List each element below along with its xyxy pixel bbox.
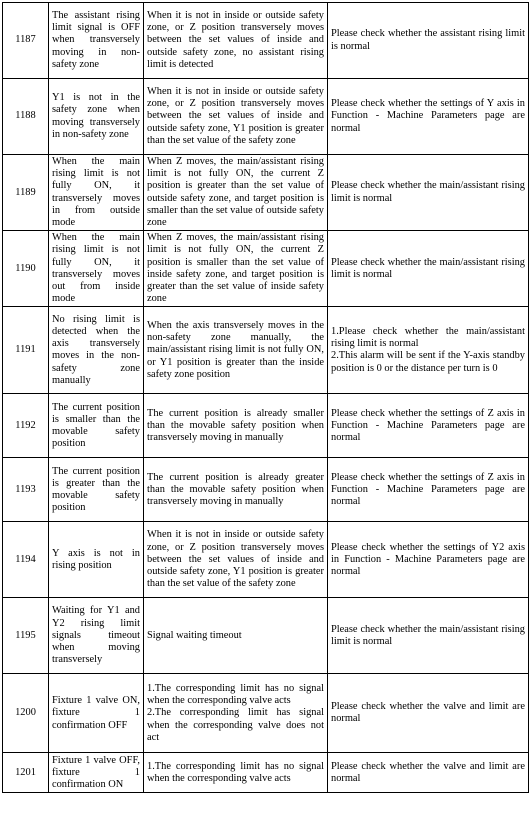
alarm-solution: Please check whether the settings of Y axis in Function - Machine Parameters page are normal [328, 79, 529, 155]
alarm-name: When the main rising limit is not fully ON, it transversely moves in from outside mode [49, 155, 144, 231]
alarm-solution: Please check whether the main/assistant rising limit is normal [328, 155, 529, 231]
alarm-solution: Please check whether the settings of Z axis in Function - Machine Parameters page are normal [328, 458, 529, 522]
alarm-cause: When Z moves, the main/assistant rising limit is not fully ON, the current Z position is greater than the set value of outside safety zone, and target position is smaller than the set value of outside safety zone [144, 155, 328, 231]
alarm-solution: Please check whether the valve and limit are normal [328, 753, 529, 793]
alarm-code: 1194 [3, 522, 49, 598]
alarm-cause: When it is not in inside or outside safety zone, or Z position transversely moves between the set values of inside and outside safety zone, Y1 position is greater than the set value of the safety zone [144, 79, 328, 155]
alarm-code: 1195 [3, 598, 49, 674]
alarm-cause: The current position is already smaller than the movable safety position when transversely moving in manually [144, 394, 328, 458]
alarm-cause [144, 753, 328, 793]
alarm-code: 1191 [3, 307, 49, 394]
alarm-solution: Please check whether the valve and limit are normal [328, 674, 529, 753]
alarm-code: 1201 [3, 753, 49, 793]
table-row [3, 598, 529, 674]
table-row [3, 394, 529, 458]
alarm-code: 1189 [3, 155, 49, 231]
solution-line: 1.Please check whether the main/assistant rising limit is normal [331, 326, 525, 350]
alarm-code: 1188 [3, 79, 49, 155]
cause-line: 2.The corresponding limit has signal when the corresponding valve does not act [147, 707, 324, 743]
alarm-solution [328, 307, 529, 394]
alarm-solution: Please check whether the assistant rising limit is normal [328, 3, 529, 79]
alarm-name: Waiting for Y1 and Y2 rising limit signals timeout when moving transversely [49, 598, 144, 674]
alarm-cause: When it is not in inside or outside safety zone, or Z position transversely moves between the set values of inside and outside safety zone, no assistant rising limit is detected [144, 3, 328, 79]
alarm-cause [144, 674, 328, 753]
alarm-cause: When the axis transversely moves in the non-safety zone manually, the main/assistant rising limit is not fully ON, or Y1 position is greater than the inside safety zone position [144, 307, 328, 394]
table-row [3, 458, 529, 522]
alarm-solution: Please check whether the main/assistant rising limit is normal [328, 231, 529, 307]
alarm-name: When the main rising limit is not fully ON, it transversely moves out from inside mode [49, 231, 144, 307]
alarm-code: 1187 [3, 3, 49, 79]
table-row [3, 155, 529, 231]
table-row [3, 522, 529, 598]
alarm-name: The assistant rising limit signal is OFF when transversely moving in non-safety zone [49, 3, 144, 79]
alarm-name: The current position is greater than the movable safety position [49, 458, 144, 522]
alarm-cause: When it is not in inside or outside safety zone, or Z position transversely moves between the set values of inside and outside safety zone, Y1 position is greater than the set value of the safety zone [144, 522, 328, 598]
table-row [3, 79, 529, 155]
alarm-code: 1190 [3, 231, 49, 307]
alarm-code: 1200 [3, 674, 49, 753]
alarm-table [2, 2, 529, 793]
alarm-solution: Please check whether the settings of Y2 axis in Function - Machine Parameters page are normal [328, 522, 529, 598]
solution-line: 2.This alarm will be sent if the Y-axis standby position is 0 or the distance per turn is 0 [331, 350, 525, 374]
alarm-cause: When Z moves, the main/assistant rising limit is not fully ON, the current Z position is smaller than the set value of inside safety zone, and target position is greater than the set value of inside safety zone [144, 231, 328, 307]
alarm-solution: Please check whether the settings of Z axis in Function - Machine Parameters page are normal [328, 394, 529, 458]
alarm-code: 1192 [3, 394, 49, 458]
table-row [3, 3, 529, 79]
cause-line: 1.The corresponding limit has no signal when the corresponding valve acts [147, 760, 324, 784]
table-row [3, 753, 529, 793]
table-row [3, 674, 529, 753]
alarm-code: 1193 [3, 458, 49, 522]
cause-line: 1.The corresponding limit has no signal when the corresponding valve acts [147, 682, 324, 707]
alarm-name: Y axis is not in rising position [49, 522, 144, 598]
alarm-cause: The current position is already greater than the movable safety position when transversely moving in manually [144, 458, 328, 522]
alarm-name: Y1 is not in the safety zone when moving transversely in non-safety zone [49, 79, 144, 155]
alarm-name: No rising limit is detected when the axis transversely moves in the non-safety zone manually [49, 307, 144, 394]
alarm-name: Fixture 1 valve ON, fixture 1 confirmation OFF [49, 674, 144, 753]
alarm-name: Fixture 1 valve OFF, fixture 1 confirmation ON [49, 753, 144, 793]
alarm-cause: Signal waiting timeout [144, 598, 328, 674]
table-row [3, 307, 529, 394]
alarm-solution: Please check whether the main/assistant rising limit is normal [328, 598, 529, 674]
table-row [3, 231, 529, 307]
alarm-name: The current position is smaller than the movable safety position [49, 394, 144, 458]
